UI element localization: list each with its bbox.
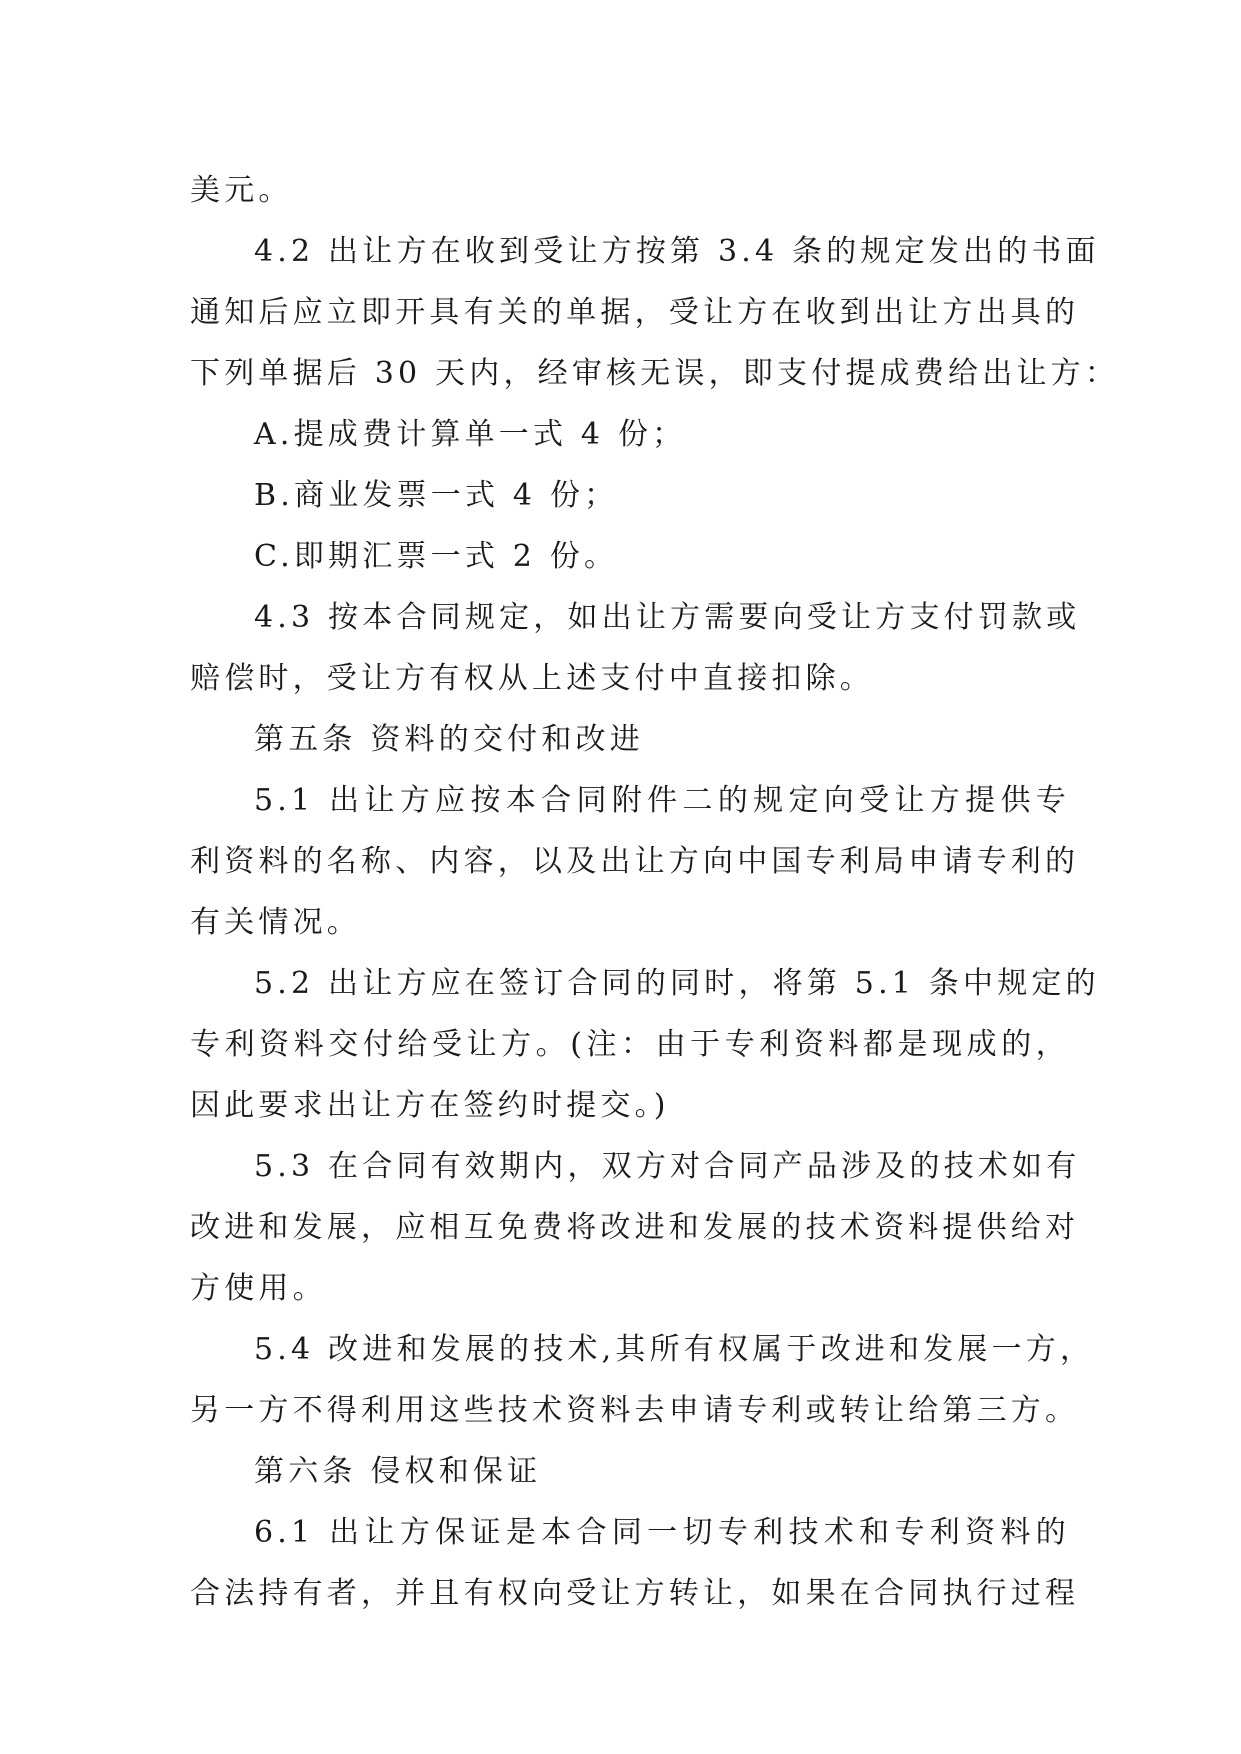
text-line: 5.1 出让方应按本合同附件二的规定向受让方提供专 (254, 783, 1070, 818)
text-line: 方使用。 (190, 1271, 327, 1306)
text-line: 另一方不得利用这些技术资料去申请专利或转让给第三方。 (190, 1393, 1080, 1428)
text-line: 改进和发展，应相互免费将改进和发展的技术资料提供给对 (190, 1210, 1080, 1245)
text-line: 5.2 出让方应在签订合同的同时，将第 5.1 条中规定的 (254, 966, 1100, 1001)
text-line: 6.1 出让方保证是本合同一切专利技术和专利资料的 (254, 1515, 1070, 1550)
text-line: 5.3 在合同有效期内，双方对合同产品涉及的技术如有 (254, 1149, 1081, 1184)
text-line: B.商业发票一式 4 份； (254, 478, 619, 513)
text-line: A.提成费计算单一式 4 份； (254, 417, 687, 452)
text-line: 5.4 改进和发展的技术,其所有权属于改进和发展一方， (254, 1332, 1095, 1367)
text-line: 因此要求出让方在签约时提交。) (190, 1088, 670, 1123)
text-line: 赔偿时，受让方有权从上述支付中直接扣除。 (190, 661, 874, 696)
text-line: 有关情况。 (190, 905, 361, 940)
text-line: 4.2 出让方在收到受让方按第 3.4 条的规定发出的书面 (254, 234, 1100, 269)
text-line: 4.3 按本合同规定，如出让方需要向受让方支付罚款或 (254, 600, 1081, 635)
document-page (190, 160, 1120, 1624)
text-line: 美元。 (190, 173, 293, 208)
text-line: 下列单据后 30 天内，经审核无误，即支付提成费给出让方： (190, 356, 1120, 391)
text-line: 利资料的名称、内容，以及出让方向中国专利局申请专利的 (190, 844, 1080, 879)
text-line: C.即期汇票一式 2 份。 (254, 539, 619, 574)
text-line: 合法持有者，并且有权向受让方转让，如果在合同执行过程 (190, 1576, 1080, 1611)
text-line: 第五条 资料的交付和改进 (254, 722, 644, 757)
text-line: 通知后应立即开具有关的单据，受让方在收到出让方出具的 (190, 295, 1080, 330)
text-line: 专利资料交付给受让方。(注：由于专利资料都是现成的， (190, 1027, 1070, 1062)
text-line: 第六条 侵权和保证 (254, 1454, 542, 1489)
